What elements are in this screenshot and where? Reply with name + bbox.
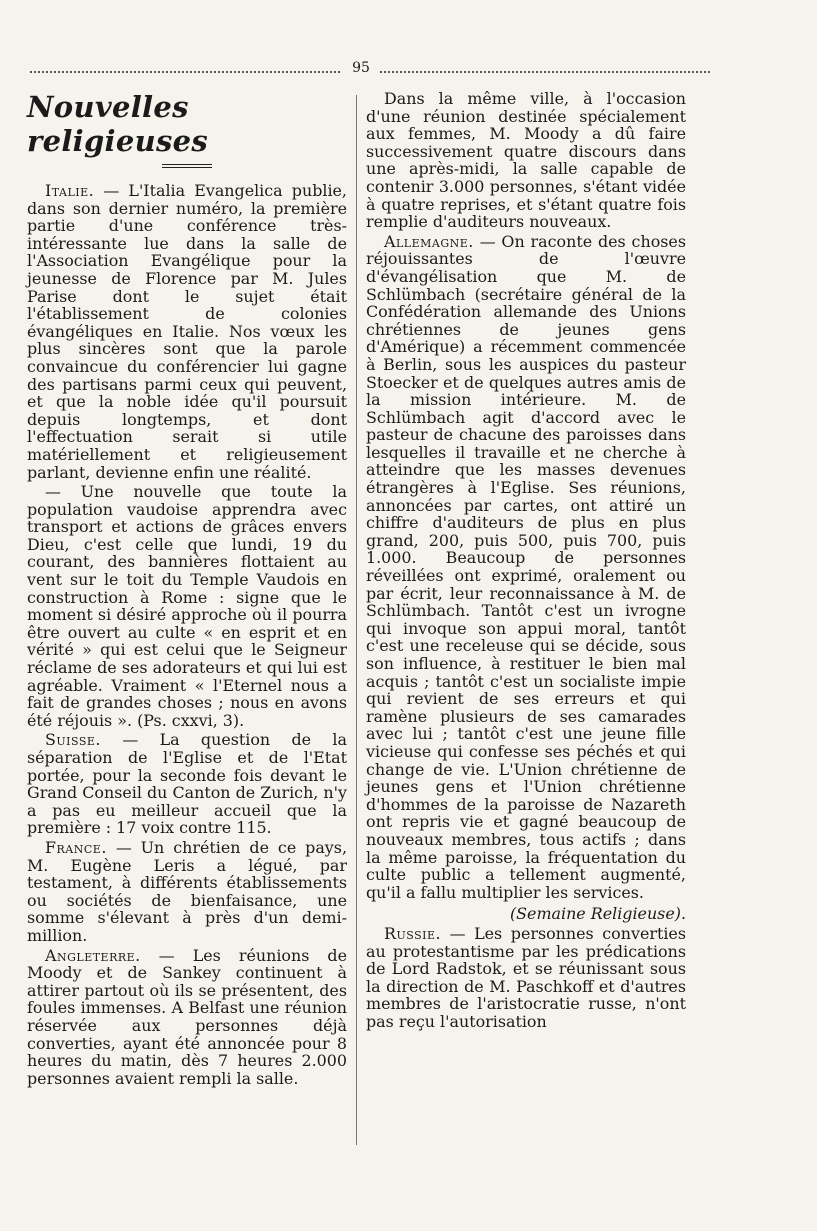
news-item-suisse: [27, 731, 347, 837]
source-citation: [366, 905, 686, 923]
news-text: — Les personnes converties au protestantisme par les prédications de Lord Radstok, et se réunissant sous la direction de M. Paschkoff et d'autres membres de l'aristocratie russe, n'ont pas reçu l'autorisation: [366, 923, 686, 1031]
news-text: Dans la même ville, à l'occasion d'une réunion destinée spécialement aux femmes, M. Moody a dû faire successivement quatre discours dans une après-midi, la salle capable de contenir 3.000 personnes, s'étant vidée à quatre reprises, et s'étant quatre fois remplie d'auditeurs nouveaux.: [366, 89, 686, 232]
left-column: [27, 90, 347, 1089]
news-text: — L'Italia Evangelica publie, dans son dernier numéro, la première partie d'une conférence très-intéressante lue dans la salle de l'Association Evangélique pour la jeunesse de Florence par M. Jules Parise dont le sujet était l'établissement de colonies évangéliques en Italie. Nos vœux les plus sincères sont que la parole convaincue du conférencier lui gagne des partisans parmi ceux qui peuvent, et que la noble idée qu'il poursuit depuis longtemps, et dont l'effectuation serait si utile matériellement et religieusement parlant, devienne enfin une réalité.: [27, 181, 347, 482]
country-label: Italie.: [45, 181, 95, 200]
news-text: — Les réunions de Moody et de Sankey continuent à attirer partout où ils se présentent, des foules immenses. A Belfast une réunion réservée aux personnes déjà converties, ayant été annoncée pour 8 heures du matin, dès 7 heures 2.000 personnes avaient rempli la salle.: [27, 945, 347, 1088]
news-item-angleterre: [27, 947, 347, 1088]
news-text: — Un chrétien de ce pays, M. Eugène Leris a légué, par testament, à différents établissements ou sociétés de bienfaisance, une somme s'élevant à près d'un demi-million.: [27, 837, 347, 945]
news-item-france: [27, 839, 347, 945]
news-text: — Une nouvelle que toute la population vaudoise apprendra avec transport et actions de grâces envers Dieu, c'est celle que lundi, 19 du courant, des bannières flottaient au vent sur le toit du Temple Vaudois en construction à Rome : signe que le moment si désiré approche où il pourra être ouvert au culte « en esprit et en vérité » qui est celui que le Seigneur réclame de ses adorateurs et qui lui est agréable. Vraiment « l'Eternel nous a fait de grandes choses ; nous en avons été réjouis ». (Ps. cxxvi, 3).: [27, 482, 347, 730]
column-divider: [356, 95, 357, 1145]
news-item-vaudois: [27, 483, 347, 729]
news-text: — On raconte des choses réjouissantes de l'œuvre d'évangélisation que M. de Schlümbach (secrétaire général de la Confédération allemande des Unions chrétiennes de jeunes gens d'Amérique) a récemment commencée à Berlin, sous les auspices du pasteur Stoecker et de quelques autres amis de la mission intérieure. M. de Schlümbach agit d'accord avec le pasteur de chacune des paroisses dans lesquelles il travaille et ne cherche à atteindre que les masses devenues étrangères à l'Eglise. Ses réunions, annoncées par cartes, ont attiré un chiffre d'auditeurs de plus en plus grand, 200, puis 500, puis 700, puis 1.000. Beaucoup de personnes réveillées ont exprimé, oralement ou par écrit, leur reconnaissance à M. de Schlümbach. Tantôt c'est un ivrogne qui invoque son appui moral, tantôt c'est une receleuse qui se décide, sous son influence, à restituer le bien mal acquis ; tantôt c'est un socialiste impie qui revient de ses erreurs et qui ramène plusieurs de ses camarades avec lui ; tantôt c'est une jeune fille vicieuse qui confesse ses péchés et qui change de vie. L'Union chrétienne de jeunes gens et l'Union chrétienne d'hommes de la paroisse de Nazareth ont repris vie et gagné beaucoup de nouveaux membres, tous actifs ; dans la même paroisse, la fréquentation du culte public a tellement augmenté, qu'il a fallu multiplier les services.: [366, 231, 686, 902]
country-label: Russie.: [384, 923, 442, 943]
right-column: [366, 90, 686, 1032]
header-rule-left: [30, 71, 340, 73]
country-label: Angleterre.: [45, 945, 141, 965]
page-header: [30, 60, 690, 82]
news-item-allemagne: [366, 233, 686, 902]
country-label: France.: [45, 837, 107, 857]
section-title: Nouvelles religieuses: [27, 90, 208, 158]
news-item-italie: [27, 182, 347, 481]
source-text: (Semaine Religieuse).: [509, 904, 686, 924]
country-label: Suisse.: [45, 730, 101, 750]
news-text: — La question de la séparation de l'Eglise et de l'Etat portée, pour la seconde fois devant le Grand Conseil du Canton de Zurich, n'y a pas eu meilleur accueil que la première : 17 voix contre 115.: [27, 730, 347, 838]
news-item-russie: [366, 925, 686, 1031]
news-item-belfast-continued: [366, 90, 686, 231]
country-label: Allemagne.: [384, 231, 474, 251]
title-ornament-rule: [162, 164, 212, 168]
page-number: 95: [352, 60, 370, 76]
header-rule-right: [380, 71, 710, 73]
